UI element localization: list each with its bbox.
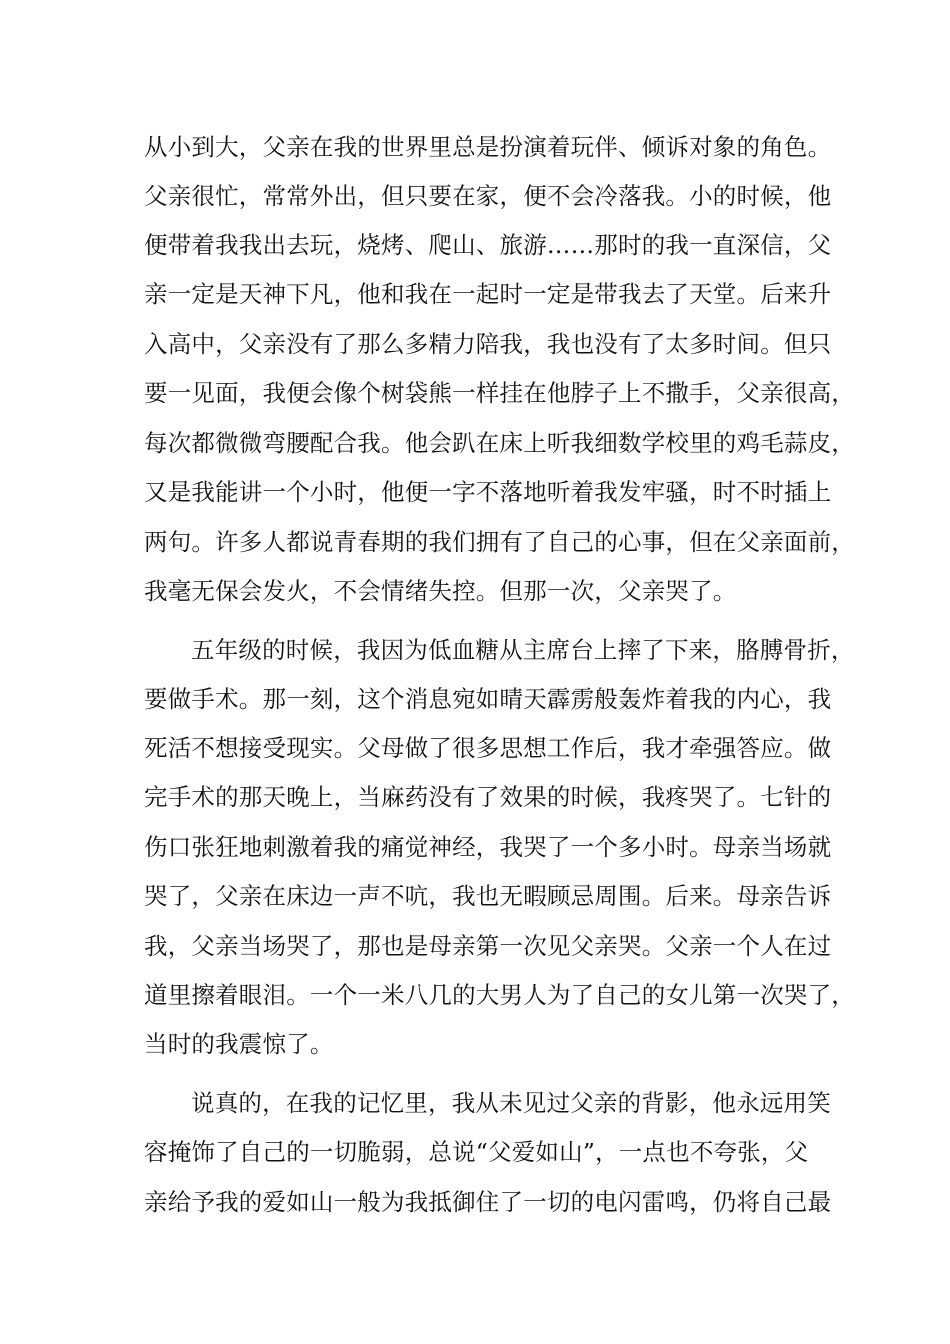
text-line-1: 从小到大，父亲在我的世界里总是扮演着玩伴、倾诉对象的角色。 — [144, 133, 832, 161]
text-line-5: 入高中，父亲没有了那么多精力陪我，我也没有了太多时间。但只 — [144, 330, 832, 358]
text-line-4: 亲一定是天神下凡，他和我在一起时一定是带我去了天堂。后来升 — [144, 280, 832, 308]
text-line-14: 完手术的那天晚上，当麻药没有了效果的时候，我疼哭了。七针的 — [144, 783, 832, 811]
text-line-12: 要做手术。那一刻，这个消息宛如晴天霹雳般轰炸着我的内心，我 — [144, 685, 832, 713]
text-line-19: 当时的我震惊了。 — [144, 1030, 334, 1058]
text-line-9: 两句。许多人都说青春期的我们拥有了自己的心事，但在父亲面前， — [144, 528, 855, 556]
text-line-2: 父亲很忙，常常外出，但只要在家，便不会冷落我。小的时候，他 — [144, 182, 832, 210]
text-line-17: 我，父亲当场哭了，那也是母亲第一次见父亲哭。父亲一个人在过 — [144, 932, 832, 960]
text-line-20: 说真的，在我的记忆里，我从未见过父亲的背影，他永远用笑 — [191, 1089, 831, 1117]
text-line-7: 每次都微微弯腰配合我。他会趴在床上听我细数学校里的鸡毛蒜皮， — [144, 429, 855, 457]
text-line-13: 死活不想接受现实。父母做了很多思想工作后，我才牵强答应。做 — [144, 734, 832, 762]
text-line-21: 容掩饰了自己的一切脆弱，总说“父爱如山”，一点也不夸张，父 — [144, 1138, 809, 1166]
text-line-15: 伤口张狂地刺激着我的痛觉神经，我哭了一个多小时。母亲当场就 — [144, 833, 832, 861]
text-line-6: 要一见面，我便会像个树袋熊一样挂在他脖子上不撒手，父亲很高， — [144, 379, 855, 407]
text-line-16: 哭了，父亲在床边一声不吭，我也无暇顾忌周围。后来。母亲告诉 — [144, 882, 832, 910]
text-line-22: 亲给予我的爱如山一般为我抵御住了一切的电闪雷鸣，仍将自己最 — [144, 1188, 832, 1216]
text-line-10: 我毫无保会发火，不会情绪失控。但那一次，父亲哭了。 — [144, 577, 737, 605]
text-line-18: 道里擦着眼泪。一个一米八几的大男人为了自己的女儿第一次哭了， — [144, 981, 855, 1009]
text-line-11: 五年级的时候，我因为低血糖从主席台上摔了下来，胳膊骨折， — [191, 636, 855, 664]
text-line-3: 便带着我我出去玩，烧烤、爬山、旅游……那时的我一直深信，父 — [144, 231, 832, 259]
text-line-8: 又是我能讲一个小时，他便一字不落地听着我发牢骚，时不时插上 — [144, 478, 832, 506]
